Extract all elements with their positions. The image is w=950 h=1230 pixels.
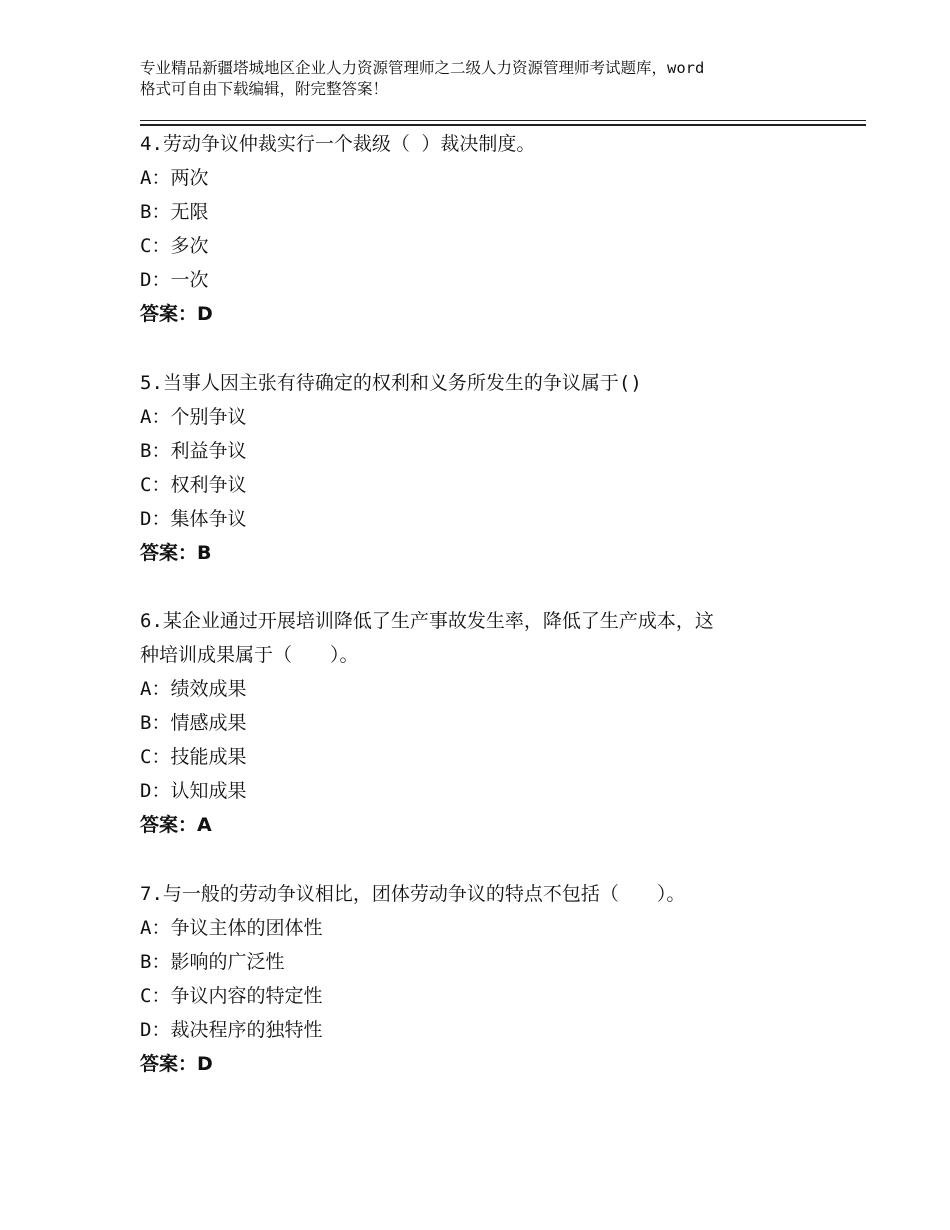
option-c: C：技能成果 — [140, 746, 247, 768]
option-c: C：争议内容的特定性 — [140, 985, 323, 1007]
header-divider-line — [140, 120, 866, 121]
answer-line: 答案：B — [140, 542, 212, 564]
question-stem: 5.当事人因主张有待确定的权利和义务所发生的争议属于() — [140, 372, 642, 394]
option-b: B：无限 — [140, 201, 209, 223]
option-a: A：个别争议 — [140, 406, 247, 428]
option-a: A：争议主体的团体性 — [140, 917, 323, 939]
question-stem: 4.劳动争议仲裁实行一个裁级（ ）裁决制度。 — [140, 133, 536, 155]
answer-line: 答案：D — [140, 303, 213, 325]
question-stem: 7.与一般的劳动争议相比，团体劳动争议的特点不包括（ ）。 — [140, 883, 686, 905]
question-block — [140, 604, 840, 842]
option-b: B：影响的广泛性 — [140, 951, 285, 973]
option-d: D：一次 — [140, 269, 209, 291]
question-stem: 6.某企业通过开展培训降低了生产事故发生率，降低了生产成本，这 种培训成果属于（ ）。 — [140, 610, 714, 666]
question-block — [140, 366, 840, 570]
option-b: B：情感成果 — [140, 712, 247, 734]
question-block — [140, 877, 840, 1081]
option-d: D：裁决程序的独特性 — [140, 1019, 323, 1041]
option-d: D：集体争议 — [140, 508, 247, 530]
header-divider-line-thick — [140, 124, 866, 126]
answer-line: 答案：D — [140, 1053, 213, 1075]
option-d: D：认知成果 — [140, 780, 247, 802]
option-c: C：多次 — [140, 235, 209, 257]
option-c: C：权利争议 — [140, 474, 247, 496]
document-header: 专业精品新疆塔城地区企业人力资源管理师之二级人力资源管理师考试题库，word 格式可自由下载编辑，附完整答案！ — [140, 59, 705, 98]
option-a: A：绩效成果 — [140, 678, 247, 700]
option-a: A：两次 — [140, 167, 209, 189]
option-b: B：利益争议 — [140, 440, 247, 462]
question-block — [140, 127, 840, 331]
answer-line: 答案：A — [140, 814, 212, 836]
